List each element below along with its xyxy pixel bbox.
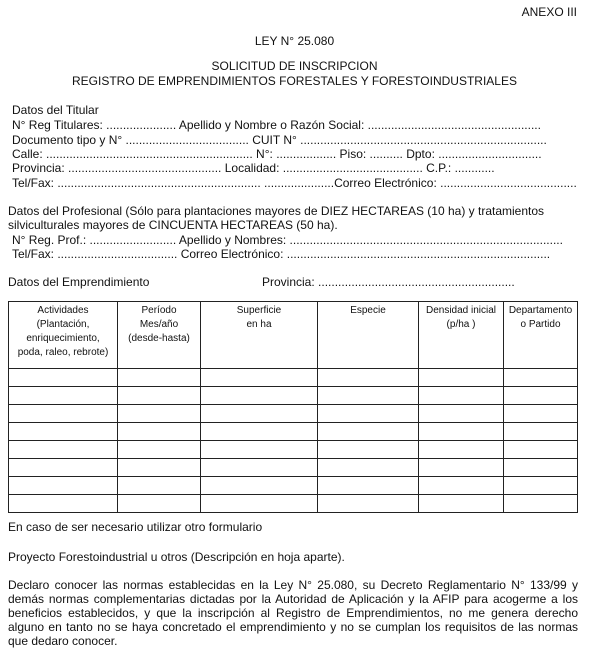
table-cell[interactable]	[9, 387, 118, 405]
column-header-line: Departamento	[508, 305, 573, 316]
table-cell[interactable]	[118, 387, 201, 405]
table-cell[interactable]	[9, 423, 118, 441]
annex-label: ANEXO III	[521, 5, 577, 19]
titular-registry-field: N° Reg Titulares: ..................... Apellido y Nombre o Razón Social: ....................................................	[12, 118, 541, 132]
emprendimiento-table	[8, 301, 578, 513]
profesional-heading: Datos del Profesional (Sólo para plantaciones mayores de DIEZ HECTAREAS (10 ha) y tratamientos	[8, 204, 545, 218]
table-cell[interactable]	[419, 405, 504, 423]
column-header-line: poda, raleo, rebrote)	[17, 347, 109, 358]
table-cell[interactable]	[318, 477, 419, 495]
table-cell[interactable]	[419, 441, 504, 459]
table-cell[interactable]	[118, 423, 201, 441]
table-row	[9, 459, 578, 477]
profesional-heading-cont: silviculturales mayores de CINCUENTA HECTAREAS (50 ha).	[8, 218, 338, 232]
table-cell[interactable]	[504, 495, 578, 513]
table-cell[interactable]	[504, 405, 578, 423]
table-cell[interactable]	[9, 495, 118, 513]
table-cell[interactable]	[318, 441, 419, 459]
column-header-line: Período	[141, 305, 177, 316]
emprendimiento-province-field: Provincia: ...........................................................	[262, 275, 515, 289]
titular-province-field: Provincia: .............................................. Localidad: .......................................... C.P.: ............	[12, 161, 495, 175]
table-cell[interactable]	[201, 495, 318, 513]
titular-address-field: Calle: .............................................................. N°: .................. Piso: .......... Dpto: ...............................	[12, 147, 542, 161]
table-cell[interactable]	[118, 405, 201, 423]
column-header-line: enriquecimiento,	[26, 333, 100, 344]
table-header-row	[9, 302, 578, 369]
table-cell[interactable]	[118, 495, 201, 513]
table-cell[interactable]	[118, 369, 201, 387]
table-cell[interactable]	[201, 423, 318, 441]
table-cell[interactable]	[504, 387, 578, 405]
titular-heading: Datos del Titular	[12, 103, 99, 117]
table-row	[9, 387, 578, 405]
table-cell[interactable]	[118, 477, 201, 495]
column-header-line: Superficie	[236, 305, 282, 316]
column-header-line: (p/ha )	[446, 319, 476, 330]
table-cell[interactable]	[201, 459, 318, 477]
table-cell[interactable]	[419, 387, 504, 405]
table-cell[interactable]	[201, 477, 318, 495]
table-cell[interactable]	[9, 441, 118, 459]
table-cell[interactable]	[419, 495, 504, 513]
table-cell[interactable]	[419, 477, 504, 495]
profesional-contact-field: Tel/Fax: .................................... Correo Electrónico: ...............................................................................	[12, 247, 551, 261]
column-header-line: Mes/año	[139, 319, 179, 330]
titular-document-field: Documento tipo y N° ..................................... CUIT N° ..........................................................................	[12, 133, 547, 147]
table-cell[interactable]	[318, 423, 419, 441]
table-cell[interactable]	[504, 423, 578, 441]
table-cell[interactable]	[9, 459, 118, 477]
table-cell[interactable]	[201, 387, 318, 405]
column-header-line: Actividades	[37, 305, 89, 316]
table-cell[interactable]	[9, 477, 118, 495]
column-header	[118, 302, 201, 369]
table-cell[interactable]	[201, 441, 318, 459]
table-row	[9, 477, 578, 495]
table-cell[interactable]	[318, 495, 419, 513]
table-row	[9, 495, 578, 513]
table-row	[9, 369, 578, 387]
table-cell[interactable]	[419, 423, 504, 441]
table-cell[interactable]	[9, 405, 118, 423]
column-header	[201, 302, 318, 369]
column-header	[504, 302, 578, 369]
project-note: Proyecto Forestoindustrial u otros (Descripción en hoja aparte).	[8, 550, 345, 564]
table-row	[9, 405, 578, 423]
column-header-line: Especie	[350, 305, 386, 316]
column-header-line: (Plantación,	[36, 319, 90, 330]
form-note: En caso de ser necesario utilizar otro formulario	[8, 520, 263, 534]
emprendimiento-heading: Datos del Emprendimiento	[8, 275, 150, 289]
table-cell[interactable]	[419, 459, 504, 477]
table-cell[interactable]	[504, 477, 578, 495]
column-header-line: (desde-hasta)	[128, 333, 190, 344]
table-cell[interactable]	[318, 459, 419, 477]
table-row	[9, 441, 578, 459]
column-header	[419, 302, 504, 369]
table-row	[9, 423, 578, 441]
column-header-line: o Partido	[520, 319, 561, 330]
law-title: LEY N° 25.080	[254, 34, 335, 48]
table-cell[interactable]	[201, 369, 318, 387]
table-body	[9, 369, 578, 513]
column-header-line: Densidad inicial	[425, 305, 497, 316]
column-header	[318, 302, 419, 369]
table-cell[interactable]	[318, 369, 419, 387]
table-cell[interactable]	[318, 387, 419, 405]
registry-title: REGISTRO DE EMPRENDIMIENTOS FORESTALES Y FORESTOINDUSTRIALES	[72, 74, 517, 88]
table-cell[interactable]	[504, 441, 578, 459]
table-cell[interactable]	[9, 369, 118, 387]
titular-contact-field: Tel/Fax: ............................................................. .....................Correo Electrónico: .........................................	[12, 176, 577, 190]
profesional-registry-field: N° Reg. Prof.: .......................... Apellido y Nombres: ..................................................................................	[12, 233, 563, 247]
column-header	[9, 302, 118, 369]
table-cell[interactable]	[318, 405, 419, 423]
table-cell[interactable]	[118, 441, 201, 459]
table-cell[interactable]	[504, 369, 578, 387]
form-title: SOLICITUD DE INSCRIPCION	[211, 59, 378, 73]
table-cell[interactable]	[118, 459, 201, 477]
table-cell[interactable]	[504, 459, 578, 477]
table-cell[interactable]	[201, 405, 318, 423]
declaration-paragraph: Declaro conocer las normas establecidas en la Ley N° 25.080, su Decreto Reglamentario N° 133/99 y demás normas complementarias dictadas por la Autoridad de Aplicación y la AFIP para acogerme a los beneficios establecidos, y que la inscripción al Registro de Emprendimientos, no me genera derecho alguno en tanto no se haya concretado el emprendimiento y no se cumplan los requisitos de las normas que dedaro conocer.	[8, 578, 578, 648]
column-header-line: en ha	[246, 319, 272, 330]
table-cell[interactable]	[419, 369, 504, 387]
